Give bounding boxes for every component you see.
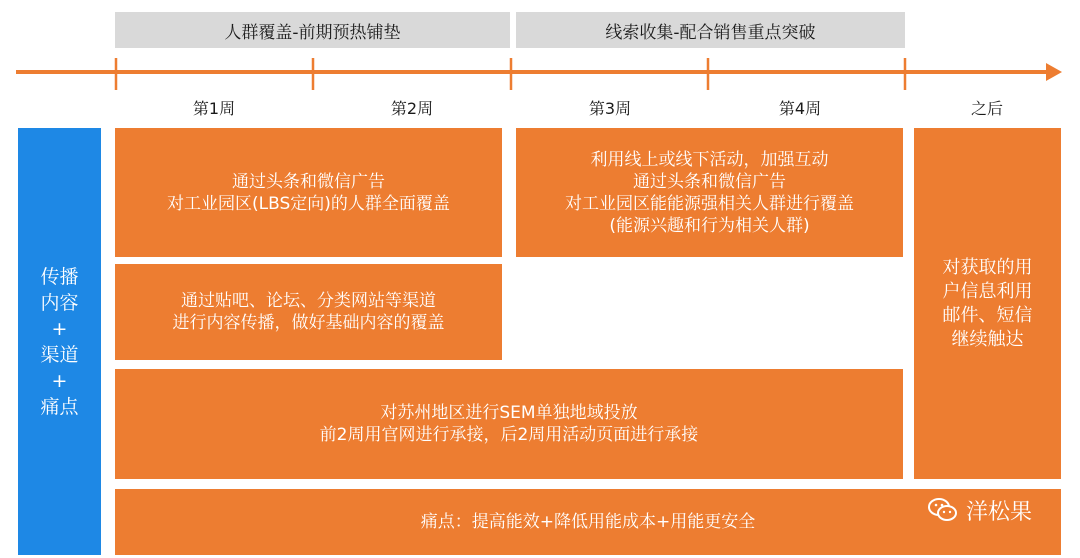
- task-text: 通过头条和微信广告: [633, 171, 786, 192]
- task-text: 进行内容传播，做好基础内容的覆盖: [172, 313, 445, 333]
- task-text: 前2周用官网进行承接，后2周用活动页面进行承接: [319, 425, 699, 445]
- phase-2-label: 线索收集-配合销售重点突破: [605, 22, 816, 43]
- sidebar-line: +: [51, 369, 68, 392]
- week-label-4: 第4周: [778, 99, 822, 118]
- task-text: 对工业园区(LBS定向)的人群全面覆盖: [167, 193, 450, 214]
- task-text: 户信息利用: [942, 280, 1033, 302]
- week-label-3: 第3周: [588, 99, 632, 118]
- task-text: 对获取的用: [942, 256, 1033, 278]
- task-text: 痛点：提高能效+降低用能成本+用能更安全: [420, 512, 756, 532]
- phase-1-label: 人群覆盖-前期预热铺垫: [224, 22, 401, 43]
- task-text: 利用线上或线下活动，加强互动: [590, 149, 829, 170]
- task-text: 通过头条和微信广告: [232, 171, 385, 192]
- sidebar-line: 内容: [40, 291, 79, 314]
- sidebar-line: 渠道: [40, 343, 79, 366]
- sidebar-line: 传播: [40, 265, 79, 288]
- sidebar-category: [18, 128, 101, 555]
- task-sem-suzhou: [115, 369, 903, 479]
- task-online-offline-events: [516, 128, 903, 257]
- task-text: (能源兴趣和行为相关人群): [609, 215, 810, 236]
- task-text: 对苏州地区进行SEM单独地域投放: [380, 403, 638, 423]
- timeline-arrow: [0, 56, 1080, 92]
- sidebar-line: 痛点: [40, 395, 79, 418]
- sidebar-line: +: [51, 317, 68, 340]
- task-text: 继续触达: [951, 328, 1024, 350]
- week-label-1: 第1周: [192, 99, 236, 118]
- task-after-followup: [914, 128, 1061, 479]
- task-text: 邮件、短信: [942, 304, 1033, 326]
- week-label-2: 第2周: [390, 99, 434, 118]
- task-text: 通过贴吧、论坛、分类网站等渠道: [181, 291, 436, 311]
- task-pain-points: [115, 489, 1061, 555]
- week-label-after: 之后: [970, 99, 1003, 118]
- task-wechat-toutiao-ads: [115, 128, 502, 257]
- wechat-icon: [928, 497, 958, 523]
- task-content-channels: [115, 264, 502, 360]
- task-text: 对工业园区能能源强相关人群进行覆盖: [565, 193, 854, 214]
- watermark-text: 洋松果: [966, 499, 1033, 525]
- watermark: [928, 494, 1032, 526]
- phase-header-2: [516, 12, 905, 48]
- phase-header-1: [115, 12, 510, 48]
